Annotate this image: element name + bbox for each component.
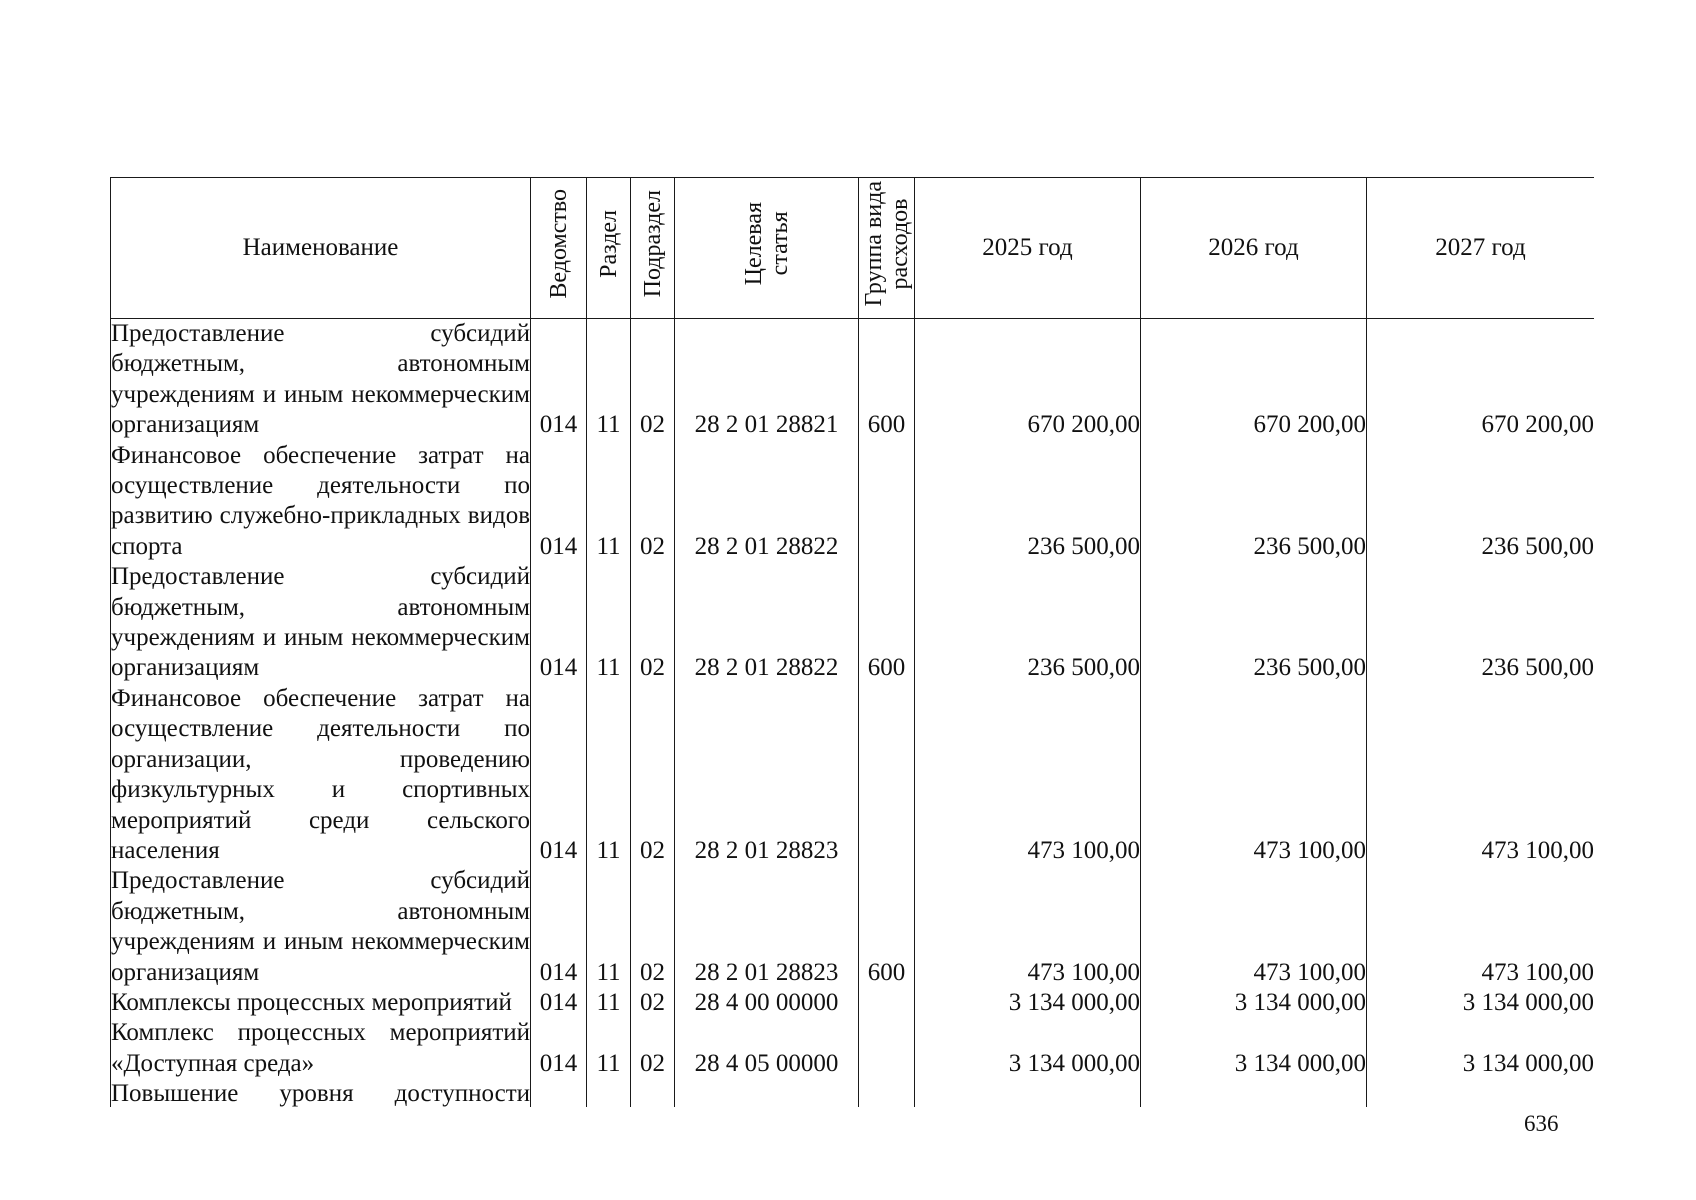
table-row [111,1018,1595,1079]
row-target: 28 4 00 00000 [675,988,859,1018]
row-exp-group [859,1079,915,1107]
row-2026: 3 134 000,00 [1141,1018,1367,1079]
row-dept: 014 [531,319,587,441]
row-dept [531,1079,587,1107]
row-2027: 3 134 000,00 [1367,1018,1595,1079]
row-2026: 670 200,00 [1141,319,1367,441]
row-exp-group [859,988,915,1018]
row-dept: 014 [531,988,587,1018]
row-2027: 473 100,00 [1367,684,1595,866]
header-dept [531,178,587,319]
page-number: 636 [1524,1111,1559,1136]
row-dept: 014 [531,441,587,563]
row-2025: 3 134 000,00 [915,1018,1141,1079]
header-name: Наименование [111,178,531,319]
header-2027: 2027 год [1367,178,1595,319]
row-target: 28 2 01 28823 [675,866,859,988]
row-subsection: 02 [631,562,675,684]
row-2027: 3 134 000,00 [1367,988,1595,1018]
row-target: 28 2 01 28822 [675,562,859,684]
header-exp-group [859,178,915,319]
row-section: 11 [587,319,631,441]
table-row [111,866,1595,988]
row-section: 11 [587,562,631,684]
row-exp-group [859,1018,915,1079]
row-2025: 3 134 000,00 [915,988,1141,1018]
row-exp-group: 600 [859,319,915,441]
row-name: Финансовое обеспечение затрат на осуществление деятельности по организации, проведению физкультурных и спортивных мероприятий среди сельского населения [111,684,531,866]
header-target-label [741,202,793,285]
row-2026: 473 100,00 [1141,866,1367,988]
row-target: 28 2 01 28821 [675,319,859,441]
row-dept: 014 [531,866,587,988]
row-target: 28 2 01 28822 [675,441,859,563]
row-section: 11 [587,1018,631,1079]
budget-table-container [110,177,1594,1107]
row-dept: 014 [531,684,587,866]
row-subsection: 02 [631,441,675,563]
header-2026: 2026 год [1141,178,1367,319]
row-name: Предоставление субсидий бюджетным, автономным учреждениям и иным некоммерческим организациям [111,562,531,684]
row-2027: 236 500,00 [1367,562,1595,684]
table-row [111,684,1595,866]
row-name: Предоставление субсидий бюджетным, автономным учреждениям и иным некоммерческим организациям [111,866,531,988]
header-subsection [631,178,675,319]
header-dept-label: Ведомство [545,189,572,299]
header-target [675,178,859,319]
row-2025: 236 500,00 [915,441,1141,563]
header-exp-group-line1: Группа вида [860,181,887,307]
row-name: Финансовое обеспечение затрат на осуществление деятельности по развитию служебно-прикладных видов спорта [111,441,531,563]
row-section: 11 [587,988,631,1018]
row-2027: 236 500,00 [1367,441,1595,563]
row-subsection [631,1079,675,1107]
row-exp-group [859,441,915,563]
row-section: 11 [587,441,631,563]
header-row [111,178,1595,319]
row-2026: 236 500,00 [1141,562,1367,684]
header-section [587,178,631,319]
row-2025: 473 100,00 [915,866,1141,988]
row-2026: 236 500,00 [1141,441,1367,563]
header-target-line1: Целевая [740,202,767,286]
header-target-line2: статья [766,211,793,276]
row-2027 [1367,1079,1595,1107]
row-exp-group: 600 [859,866,915,988]
row-2027: 670 200,00 [1367,319,1595,441]
row-subsection: 02 [631,684,675,866]
row-subsection: 02 [631,319,675,441]
row-name: Комплексы процессных мероприятий [111,988,531,1018]
row-subsection: 02 [631,866,675,988]
header-2025: 2025 год [915,178,1141,319]
row-target: 28 2 01 28823 [675,684,859,866]
row-target: 28 4 05 00000 [675,1018,859,1079]
table-row [111,988,1595,1018]
table-row [111,562,1595,684]
row-subsection: 02 [631,1018,675,1079]
row-section: 11 [587,866,631,988]
row-name: Повышение уровня доступности [111,1079,531,1107]
header-section-label: Раздел [595,209,622,278]
row-2026 [1141,1079,1367,1107]
row-exp-group: 600 [859,562,915,684]
row-2026: 473 100,00 [1141,684,1367,866]
row-2025: 236 500,00 [915,562,1141,684]
row-dept: 014 [531,1018,587,1079]
table-row [111,441,1595,563]
row-2025 [915,1079,1141,1107]
row-name: Предоставление субсидий бюджетным, автономным учреждениям и иным некоммерческим организациям [111,319,531,441]
table-row [111,319,1595,441]
header-subsection-label: Подраздел [639,190,666,298]
row-2025: 473 100,00 [915,684,1141,866]
row-subsection: 02 [631,988,675,1018]
row-2026: 3 134 000,00 [1141,988,1367,1018]
table-row [111,1079,1595,1107]
row-section [587,1079,631,1107]
row-name: Комплекс процессных мероприятий «Доступная среда» [111,1018,531,1079]
row-dept: 014 [531,562,587,684]
header-exp-group-label [861,181,913,306]
budget-table [110,177,1594,1107]
row-2027: 473 100,00 [1367,866,1595,988]
row-exp-group [859,684,915,866]
header-exp-group-line2: расходов [886,198,913,290]
row-target [675,1079,859,1107]
row-2025: 670 200,00 [915,319,1141,441]
row-section: 11 [587,684,631,866]
